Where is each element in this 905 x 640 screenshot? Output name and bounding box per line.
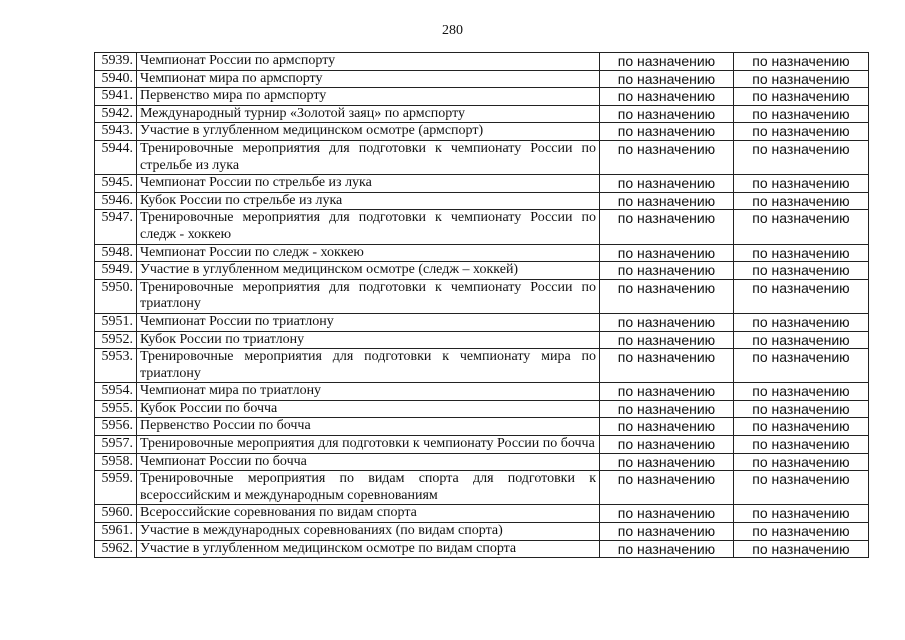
row-event-name: Международный турнир «Золотой заяц» по армспорту [137, 105, 600, 123]
row-event-name: Чемпионат России по бочча [137, 453, 600, 471]
row-column-a: по назначению [600, 400, 734, 418]
events-table [94, 52, 869, 558]
row-column-a: по назначению [600, 70, 734, 88]
events-table-body [95, 53, 869, 558]
row-number: 5951. [95, 313, 137, 331]
table-row [95, 192, 869, 210]
row-column-b: по назначению [734, 400, 869, 418]
table-row [95, 418, 869, 436]
row-column-a: по назначению [600, 471, 734, 505]
row-number: 5952. [95, 331, 137, 349]
row-column-b: по назначению [734, 505, 869, 523]
row-column-a: по назначению [600, 540, 734, 558]
row-column-b: по назначению [734, 471, 869, 505]
table-row [95, 540, 869, 558]
row-column-b: по назначению [734, 436, 869, 454]
row-number: 5948. [95, 244, 137, 262]
row-column-a: по назначению [600, 88, 734, 106]
row-event-name: Тренировочные мероприятия для подготовки к чемпионату России по бочча [137, 436, 600, 454]
row-event-name: Первенство мира по армспорту [137, 88, 600, 106]
table-row [95, 123, 869, 141]
table-row [95, 523, 869, 541]
row-number: 5950. [95, 279, 137, 313]
row-event-name: Чемпионат мира по триатлону [137, 383, 600, 401]
row-column-b: по назначению [734, 244, 869, 262]
row-column-b: по назначению [734, 418, 869, 436]
row-event-name: Участие в международных соревнованиях (по видам спорта) [137, 523, 600, 541]
row-event-name: Кубок России по триатлону [137, 331, 600, 349]
table-row [95, 349, 869, 383]
row-column-a: по назначению [600, 262, 734, 280]
table-row [95, 279, 869, 313]
table-row [95, 383, 869, 401]
table-row [95, 175, 869, 193]
row-event-name: Участие в углубленном медицинском осмотре по видам спорта [137, 540, 600, 558]
row-column-a: по назначению [600, 418, 734, 436]
table-row [95, 105, 869, 123]
row-column-b: по назначению [734, 192, 869, 210]
row-column-b: по назначению [734, 279, 869, 313]
row-number: 5940. [95, 70, 137, 88]
row-column-b: по назначению [734, 540, 869, 558]
row-column-a: по назначению [600, 105, 734, 123]
row-column-a: по назначению [600, 505, 734, 523]
row-column-b: по назначению [734, 105, 869, 123]
row-number: 5949. [95, 262, 137, 280]
row-event-name: Чемпионат России по следж - хоккею [137, 244, 600, 262]
row-column-a: по назначению [600, 436, 734, 454]
table-row [95, 88, 869, 106]
row-event-name: Чемпионат России по армспорту [137, 53, 600, 71]
row-number: 5944. [95, 140, 137, 174]
row-column-b: по назначению [734, 88, 869, 106]
row-column-a: по назначению [600, 331, 734, 349]
row-event-name: Чемпионат России по стрельбе из лука [137, 175, 600, 193]
page-number: 280 [442, 23, 463, 38]
row-number: 5943. [95, 123, 137, 141]
row-column-b: по назначению [734, 262, 869, 280]
row-column-a: по назначению [600, 453, 734, 471]
row-column-b: по назначению [734, 175, 869, 193]
row-number: 5942. [95, 105, 137, 123]
row-column-a: по назначению [600, 192, 734, 210]
table-row [95, 244, 869, 262]
row-column-b: по назначению [734, 123, 869, 141]
table-row [95, 400, 869, 418]
row-column-b: по назначению [734, 523, 869, 541]
row-event-name: Всероссийские соревнования по видам спорта [137, 505, 600, 523]
row-number: 5959. [95, 471, 137, 505]
row-event-name: Чемпионат мира по армспорту [137, 70, 600, 88]
row-column-b: по назначению [734, 313, 869, 331]
table-row [95, 210, 869, 244]
row-number: 5954. [95, 383, 137, 401]
row-column-b: по назначению [734, 349, 869, 383]
row-event-name: Тренировочные мероприятия для подготовки к чемпионату мира по триатлону [137, 349, 600, 383]
row-event-name: Кубок России по бочча [137, 400, 600, 418]
row-number: 5960. [95, 505, 137, 523]
row-number: 5945. [95, 175, 137, 193]
table-row [95, 262, 869, 280]
row-event-name: Участие в углубленном медицинском осмотре (армспорт) [137, 123, 600, 141]
row-number: 5958. [95, 453, 137, 471]
row-column-b: по назначению [734, 331, 869, 349]
row-number: 5941. [95, 88, 137, 106]
table-row [95, 70, 869, 88]
row-event-name: Участие в углубленном медицинском осмотре (следж – хоккей) [137, 262, 600, 280]
row-number: 5956. [95, 418, 137, 436]
row-column-b: по назначению [734, 383, 869, 401]
row-number: 5939. [95, 53, 137, 71]
row-column-a: по назначению [600, 279, 734, 313]
row-event-name: Тренировочные мероприятия для подготовки к чемпионату России по следж - хоккею [137, 210, 600, 244]
row-column-a: по назначению [600, 210, 734, 244]
row-column-b: по назначению [734, 53, 869, 71]
row-column-a: по назначению [600, 123, 734, 141]
row-column-a: по назначению [600, 244, 734, 262]
row-column-a: по назначению [600, 383, 734, 401]
row-event-name: Тренировочные мероприятия для подготовки к чемпионату России по триатлону [137, 279, 600, 313]
row-event-name: Тренировочные мероприятия для подготовки к чемпионату России по стрельбе из лука [137, 140, 600, 174]
row-column-b: по назначению [734, 210, 869, 244]
row-column-b: по назначению [734, 453, 869, 471]
row-number: 5947. [95, 210, 137, 244]
table-row [95, 505, 869, 523]
row-number: 5957. [95, 436, 137, 454]
row-event-name: Тренировочные мероприятия по видам спорта для подготовки к всероссийским и международным соревнованиям [137, 471, 600, 505]
table-row [95, 471, 869, 505]
row-column-a: по назначению [600, 349, 734, 383]
table-row [95, 453, 869, 471]
row-event-name: Первенство России по бочча [137, 418, 600, 436]
row-column-a: по назначению [600, 523, 734, 541]
row-column-a: по назначению [600, 140, 734, 174]
row-number: 5955. [95, 400, 137, 418]
table-row [95, 313, 869, 331]
row-number: 5946. [95, 192, 137, 210]
row-column-b: по назначению [734, 140, 869, 174]
table-row [95, 140, 869, 174]
row-number: 5953. [95, 349, 137, 383]
table-row [95, 331, 869, 349]
table-row [95, 53, 869, 71]
row-number: 5962. [95, 540, 137, 558]
row-column-a: по назначению [600, 53, 734, 71]
row-number: 5961. [95, 523, 137, 541]
row-column-a: по назначению [600, 175, 734, 193]
row-column-b: по назначению [734, 70, 869, 88]
row-column-a: по назначению [600, 313, 734, 331]
row-event-name: Чемпионат России по триатлону [137, 313, 600, 331]
table-row [95, 436, 869, 454]
row-event-name: Кубок России по стрельбе из лука [137, 192, 600, 210]
